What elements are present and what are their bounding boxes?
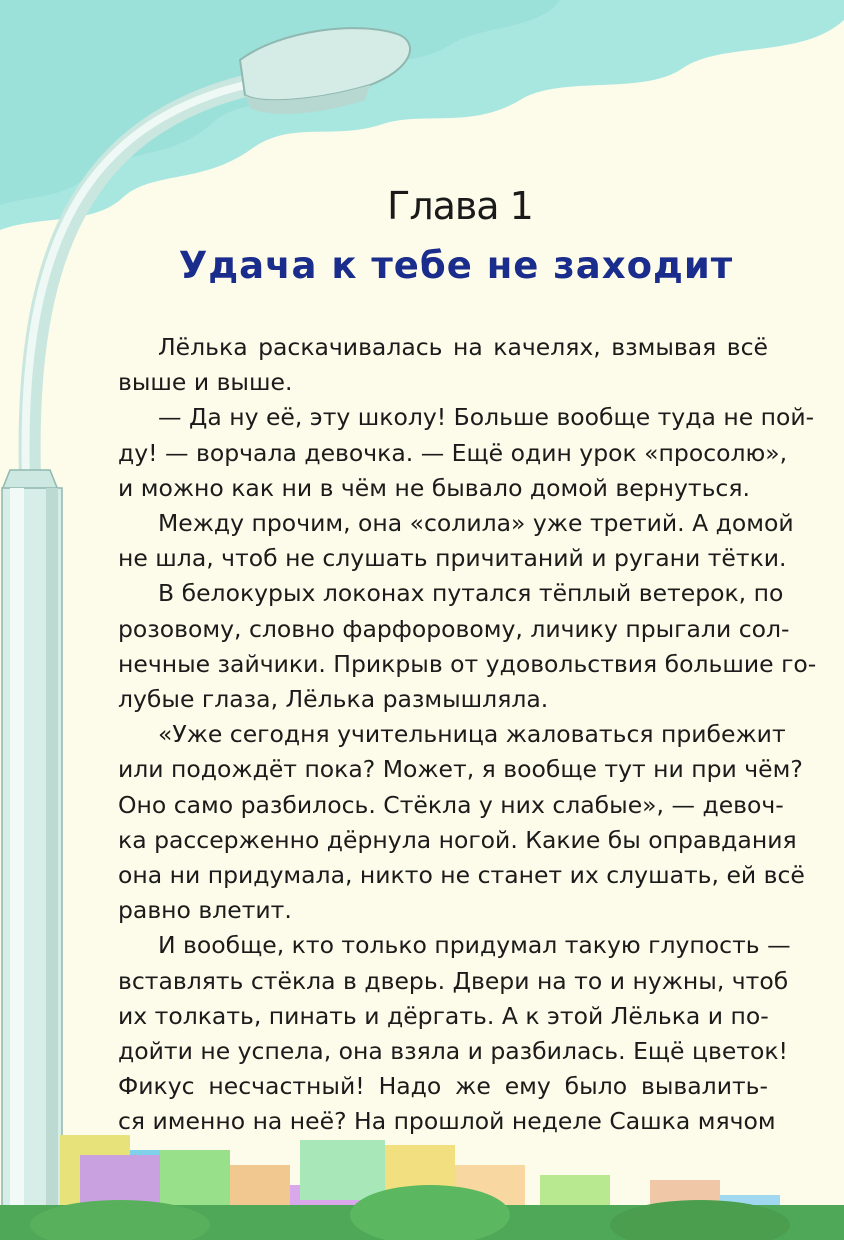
text-line: нечные зайчики. Прикрыв от удовольствия большие го- xyxy=(118,649,817,678)
body-text xyxy=(118,330,817,1140)
chapter-label: Глава 1 xyxy=(387,184,533,228)
text-line: она ни придумала, никто не станет их слушать, ей всё xyxy=(118,861,805,890)
text-line: И вообще, кто только придумал такую глупость — xyxy=(158,931,791,960)
text-line: ся именно на неё? На прошлой неделе Сашка мячом xyxy=(118,1107,776,1136)
text-line: ду! — ворчала девочка. — Ещё один урок «просолю», xyxy=(118,438,788,467)
text-line: равно влетит. xyxy=(118,896,292,925)
text-line: Лёлька раскачивалась на качелях, взмывая всё xyxy=(158,333,768,361)
text-line: или подождёт пока? Может, я вообще тут ни при чём? xyxy=(118,755,803,784)
text-line: выше и выше. xyxy=(118,368,293,397)
text-line: Фикус несчастный! Надо же ему было вывалить- xyxy=(118,1072,768,1101)
city-buildings xyxy=(0,1135,844,1240)
text-line: — Да ну её, эту школу! Больше вообще туда не пой- xyxy=(158,403,815,432)
text-line: их толкать, пинать и дёргать. А к этой Лёлька и по- xyxy=(118,1001,769,1030)
text-line: Между прочим, она «солила» уже третий. А домой xyxy=(158,509,794,538)
text-line: и можно как ни в чём не бывало домой вернуться. xyxy=(118,473,750,502)
text-line: «Уже сегодня учительница жаловаться прибежит xyxy=(158,720,786,749)
text-line: лубые глаза, Лёлька размышляла. xyxy=(118,685,549,714)
chapter-title: Удача к тебе не заходит xyxy=(178,244,734,287)
text-line: ка рассерженно дёрнула ногой. Какие бы оправдания xyxy=(118,825,797,854)
text-line: не шла, чтоб не слушать причитаний и ругани тётки. xyxy=(118,544,787,573)
text-line: В белокурых локонах путался тёплый ветерок, по xyxy=(158,579,784,608)
text-line: Оно само разбилось. Стёкла у них слабые», — девоч- xyxy=(118,790,784,819)
text-line: вставлять стёкла в дверь. Двери на то и нужны, чтоб xyxy=(118,966,789,995)
text-line: розовому, словно фарфоровому, личику прыгали сол- xyxy=(118,614,790,643)
text-line: дойти не успела, она взяла и разбилась. Ещё цветок! xyxy=(118,1037,788,1066)
